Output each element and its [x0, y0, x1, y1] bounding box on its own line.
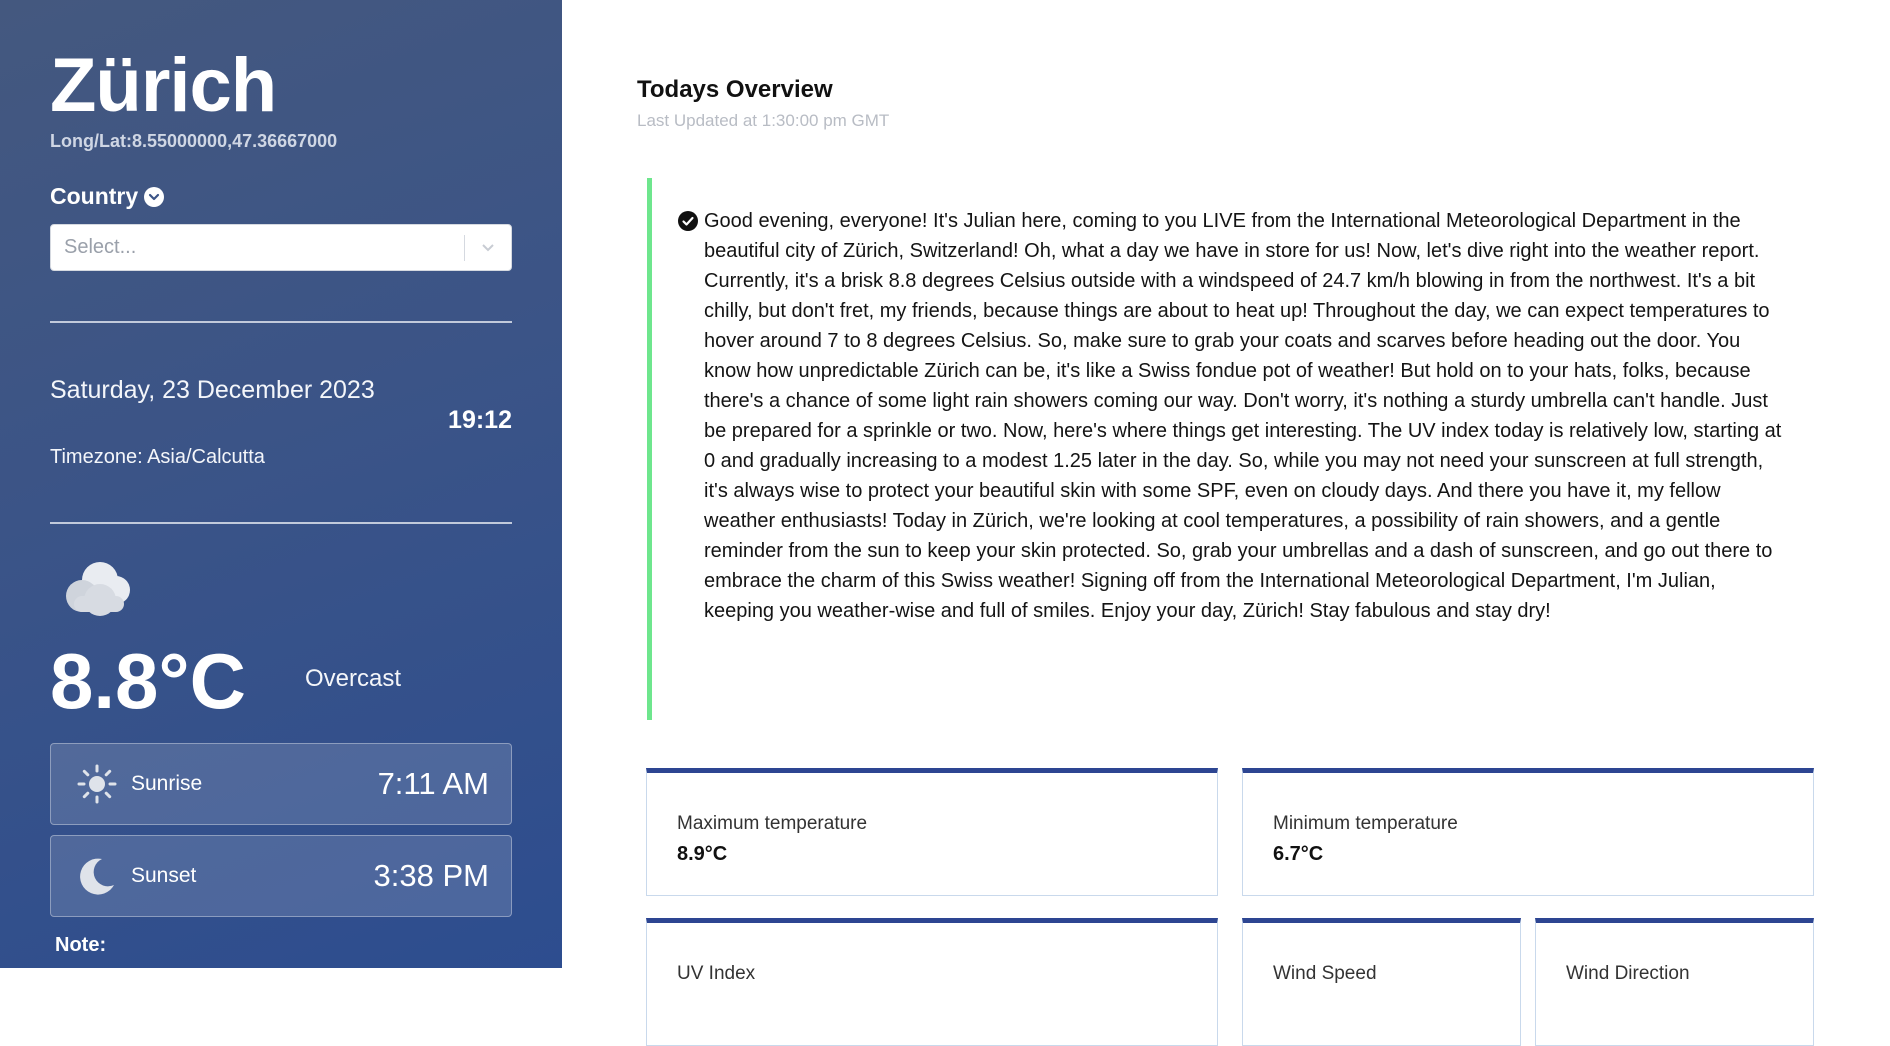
stat-card-wind-direction — [1535, 918, 1814, 1046]
coordinates: Long/Lat:8.55000000,47.36667000 — [50, 131, 338, 151]
current-time: 19:12 — [448, 406, 512, 434]
stat-label: Wind Speed — [1273, 963, 1377, 984]
divider — [50, 522, 512, 524]
report-text: Good evening, everyone! It's Julian here, coming to you LIVE from the International Meteorological Department in the beautiful city of Zürich, Switzerland! Oh, what a day we have in store for us! Now, let's dive right into the weather report. Currently, it's a brisk 8.8 degrees Celsius outside with a windspeed of 24.7 km/h blowing in from the northwest. It's a bit chilly, but don't fret, my friends, because things are about to heat up! Throughout the day, we can expect temperatures to hover around 7 to 8 degrees Celsius. So, make sure to grab your coats and scarves before heading out the door. You know how unpredictable Zürich can be, it's like a Swiss fondue pot of weather! But hold on to your hats, folks, because there's a chance of some light rain showers coming our way. Don't worry, it's nothing a sturdy umbrella can't handle. Just be prepared for a sprinkle or two. Now, here's where things get interesting. The UV index today is relatively low, starting at 0 and gradually increasing to a modest 1.25 later in the day. So, while you may not need your sunscreen at full strength, it's always wise to protect your beautiful skin with some SPF, even on cloudy days. And there you have it, my fellow weather enthusiasts! Today in Zürich, we're looking at cool temperatures, a possibility of rain showers, and a gentle reminder from the sun to keep your skin protected. So, grab your umbrellas and a dash of sunscreen, and go out there to embrace the charm of this Swiss weather! Signing off from the International Meteorological Department, I'm Julian, keeping you weather-wise and full of smiles. Enjoy your day, Zürich! Stay fabulous and stay dry! — [704, 210, 1782, 622]
chevron-down-circle-icon — [144, 187, 164, 207]
country-label: Country — [50, 183, 139, 209]
stat-label: Maximum temperature — [677, 813, 868, 834]
stat-card-min-temp — [1242, 768, 1814, 896]
stat-value: 6.7°C — [1273, 843, 1324, 865]
divider — [50, 321, 512, 323]
sun-icon — [76, 763, 118, 805]
country-select[interactable] — [50, 224, 512, 271]
city-name: Zürich — [50, 43, 277, 128]
page-title: Todays Overview — [637, 76, 833, 103]
sunrise-card — [50, 743, 512, 825]
sunset-time: 3:38 PM — [373, 858, 489, 893]
sunrise-label: Sunrise — [131, 772, 203, 795]
stat-value: 8.9°C — [677, 843, 728, 865]
chevron-down-icon[interactable] — [465, 243, 511, 253]
weather-condition: Overcast — [305, 665, 402, 692]
stat-card-max-temp — [646, 768, 1218, 896]
sidebar — [0, 0, 562, 968]
timezone: Timezone: Asia/Calcutta — [50, 446, 265, 468]
sunset-card — [50, 835, 512, 917]
stat-label: Minimum temperature — [1273, 813, 1458, 834]
current-temperature: 8.8°C — [50, 637, 246, 725]
stat-card-wind-speed — [1242, 918, 1521, 1046]
country-header — [50, 183, 164, 210]
sunrise-time: 7:11 AM — [377, 766, 489, 801]
stat-label: UV Index — [677, 963, 756, 984]
current-date: Saturday, 23 December 2023 — [50, 376, 375, 404]
moon-icon — [76, 855, 118, 897]
note-label: Note: — [55, 934, 107, 956]
cloud-icon — [58, 556, 138, 620]
check-circle-icon — [677, 210, 699, 232]
stat-card-uv-index — [646, 918, 1218, 1046]
stat-label: Wind Direction — [1566, 963, 1690, 984]
weather-report — [647, 178, 1787, 720]
country-select-placeholder: Select... — [64, 236, 137, 258]
sunset-label: Sunset — [131, 864, 197, 887]
last-updated: Last Updated at 1:30:00 pm GMT — [637, 111, 890, 130]
